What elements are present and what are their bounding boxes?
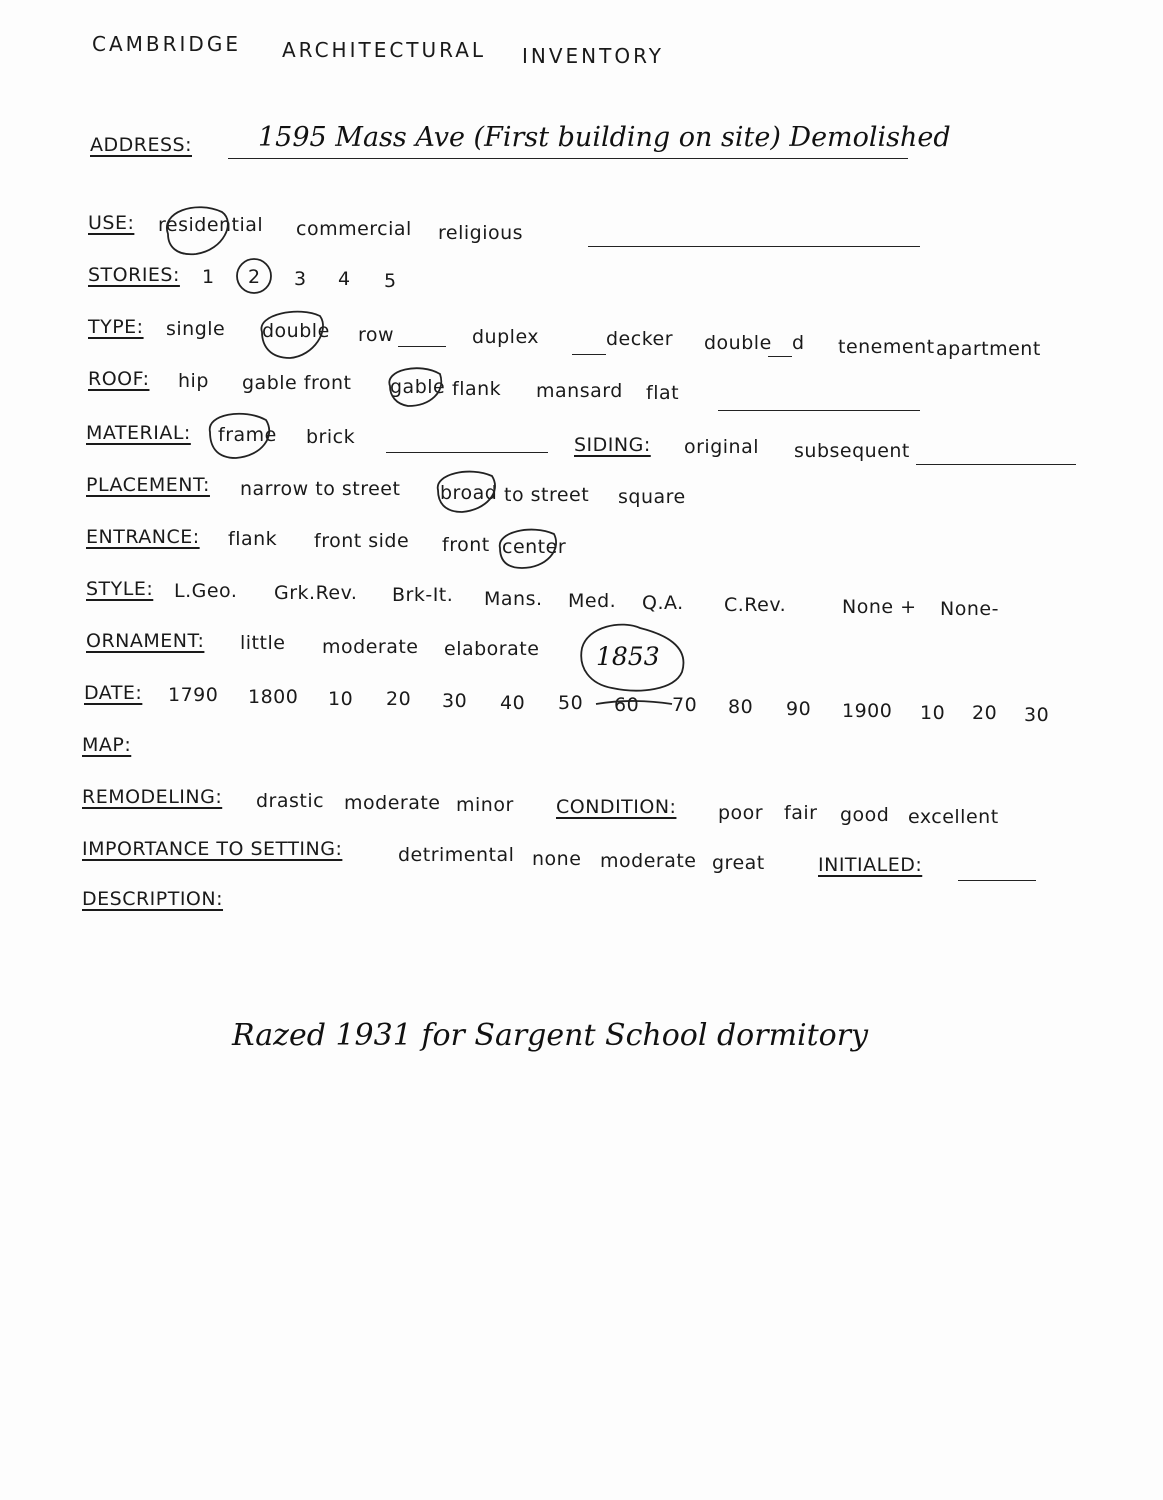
condition-option-good: good (840, 804, 890, 826)
style-option-lgeo: L.Geo. (174, 580, 238, 602)
date-option-1790: 1790 (168, 684, 219, 706)
date-option-1800: 1800 (248, 686, 299, 708)
entrance-label: ENTRANCE: (86, 526, 200, 548)
roof-option-flat: flat (646, 382, 680, 404)
date-option-1860: 60 (614, 694, 640, 716)
style-option-crev: C.Rev. (724, 594, 787, 616)
type-decker-blank (572, 354, 606, 355)
use-blank-line (588, 246, 920, 247)
date-option-1820: 20 (386, 688, 412, 710)
map-label: MAP: (82, 734, 132, 756)
placement-option-broad: broad (440, 482, 498, 504)
stories-option-4: 4 (338, 268, 351, 290)
condition-option-poor: poor (718, 802, 764, 824)
condition-option-fair: fair (784, 802, 818, 824)
date-option-1890: 90 (786, 698, 812, 720)
date-option-1830: 30 (442, 690, 468, 712)
address-value: 1595 Mass Ave (First building on site) Demolished (258, 122, 951, 153)
date-option-1850: 50 (558, 692, 584, 714)
roof-option-gable-front: gable front (242, 372, 352, 394)
type-option-d: d (792, 332, 805, 354)
type-label: TYPE: (88, 316, 144, 338)
use-option-commercial: commercial (296, 218, 412, 240)
date-label: DATE: (84, 682, 143, 704)
placement-option-narrow: narrow to street (240, 478, 401, 500)
style-option-brkit: Brk-It. (392, 584, 454, 606)
address-label: ADDRESS: (90, 134, 192, 156)
material-option-frame: frame (218, 424, 277, 446)
stories-option-3: 3 (294, 268, 307, 290)
roof-option-flank: flank (452, 378, 502, 400)
date-option-1920: 20 (972, 702, 998, 724)
style-option-med: Med. (568, 590, 617, 612)
type-option-decker: decker (606, 328, 674, 350)
description-label: DESCRIPTION: (82, 888, 224, 910)
date-option-1930: 30 (1024, 704, 1050, 726)
type-option-duplex: duplex (472, 326, 540, 348)
date-option-1880: 80 (728, 696, 754, 718)
roof-blank-line (718, 410, 920, 411)
stories-option-2: 2 (248, 266, 261, 288)
date-option-1910: 10 (920, 702, 946, 724)
date-option-1840: 40 (500, 692, 526, 714)
type-double-d-blank (768, 356, 792, 357)
description-handwritten-note: Razed 1931 for Sargent School dormitory (232, 1018, 869, 1053)
stories-option-1: 1 (202, 266, 215, 288)
roof-option-mansard: mansard (536, 380, 623, 402)
stories-label: STORIES: (88, 264, 180, 286)
placement-option-to-street: to street (504, 484, 590, 506)
header-architectural: ARCHITECTURAL (282, 38, 487, 62)
date-option-1900: 1900 (842, 700, 893, 722)
type-option-double-d: double (704, 332, 772, 354)
date-handwritten: 1853 (596, 642, 660, 671)
type-option-double: double (262, 320, 330, 342)
siding-label: SIDING: (574, 434, 651, 456)
importance-label: IMPORTANCE TO SETTING: (82, 838, 343, 860)
entrance-option-front: front (442, 534, 490, 556)
remodeling-label: REMODELING: (82, 786, 223, 808)
ornament-option-moderate: moderate (322, 636, 419, 658)
ornament-option-elaborate: elaborate (444, 638, 540, 660)
siding-option-subsequent: subsequent (794, 440, 910, 462)
importance-option-none: none (532, 848, 582, 870)
roof-label: ROOF: (88, 368, 150, 390)
type-option-row: row (358, 324, 395, 346)
importance-option-great: great (712, 852, 765, 874)
placement-label: PLACEMENT: (86, 474, 210, 496)
style-option-none-plus: None + (842, 596, 917, 618)
placement-option-square: square (618, 486, 686, 508)
date-option-1810: 10 (328, 688, 354, 710)
roof-option-gable: gable (390, 376, 446, 398)
initialed-label: INITIALED: (818, 854, 923, 876)
roof-option-hip: hip (178, 370, 209, 392)
importance-option-moderate: moderate (600, 850, 697, 872)
material-option-brick: brick (306, 426, 356, 448)
type-option-single: single (166, 318, 226, 340)
use-label: USE: (88, 212, 135, 234)
style-option-grkrev: Grk.Rev. (274, 582, 358, 604)
material-label: MATERIAL: (86, 422, 191, 444)
remodeling-option-minor: minor (456, 794, 514, 816)
date-option-1870: 70 (672, 694, 698, 716)
ornament-option-little: little (240, 632, 286, 654)
initialed-blank-line (958, 880, 1036, 881)
style-option-qa: Q.A. (642, 592, 684, 614)
entrance-option-front-side: front side (314, 530, 410, 552)
ornament-label: ORNAMENT: (86, 630, 205, 652)
condition-label: CONDITION: (556, 796, 677, 818)
type-option-tenement: tenement (838, 336, 935, 358)
entrance-option-flank: flank (228, 528, 278, 550)
style-option-mans: Mans. (484, 588, 543, 610)
address-line (228, 158, 908, 159)
siding-option-original: original (684, 436, 760, 458)
material-blank-line (386, 452, 548, 453)
siding-blank-line (916, 464, 1076, 465)
style-option-none-minus: None- (940, 598, 999, 620)
importance-option-detrimental: detrimental (398, 844, 515, 866)
use-option-residential: residential (158, 214, 264, 236)
header-cambridge: CAMBRIDGE (92, 32, 241, 56)
style-label: STYLE: (86, 578, 154, 600)
header-inventory: INVENTORY (522, 44, 664, 68)
stories-option-5: 5 (384, 270, 397, 292)
type-row-blank (398, 346, 446, 347)
remodeling-option-drastic: drastic (256, 790, 325, 812)
remodeling-option-moderate: moderate (344, 792, 441, 814)
use-option-religious: religious (438, 222, 524, 244)
condition-option-excellent: excellent (908, 806, 999, 828)
entrance-option-center: center (502, 536, 567, 558)
type-option-apartment: apartment (936, 338, 1041, 360)
